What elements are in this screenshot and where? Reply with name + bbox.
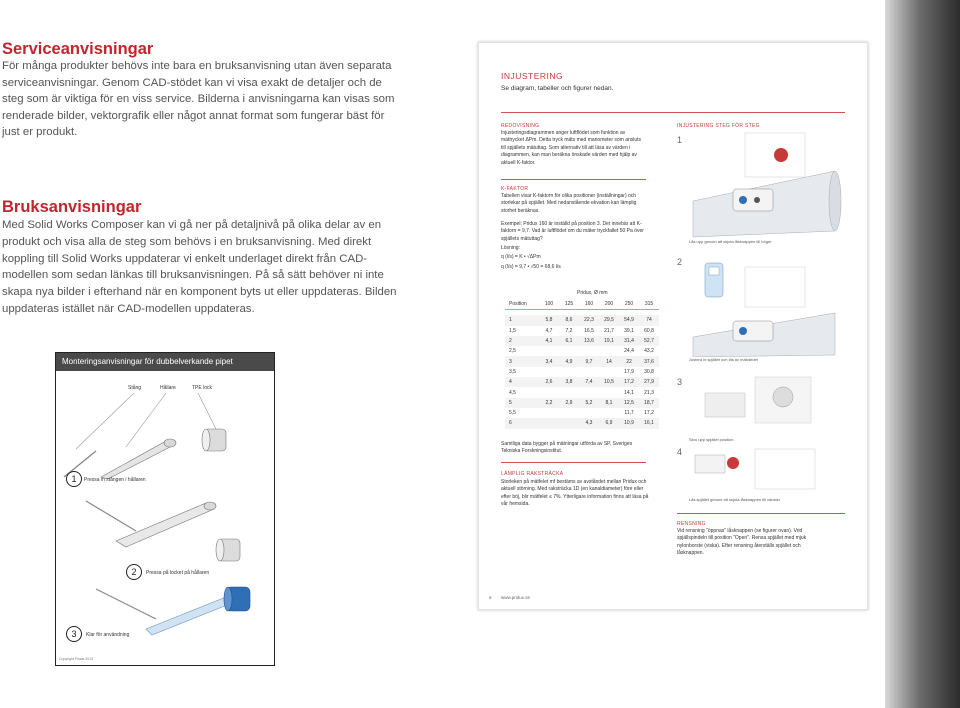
step-2-text: Pressa på locket på hållaren <box>146 570 210 576</box>
footer-url: www.pridux.se <box>501 595 531 600</box>
step-4-caption: Lås spjället genom att skjuta låsknappen till vänster <box>689 497 781 502</box>
doc-subtitle: Se diagram, tabeller och figurer nedan. <box>501 85 614 92</box>
table-note: Samtliga data bygger på mätningar utförda av SP, Sveriges Tekniska Forskningsinstitut. <box>501 441 633 455</box>
step-num-3: 3 <box>677 377 683 387</box>
damper-step-3-illustration <box>685 373 845 437</box>
step-3-text: Klar för användning <box>86 632 130 638</box>
step-2-caption: Justera in spjället och läs av mätvärdet <box>689 357 758 362</box>
step-1-drawing <box>56 481 274 571</box>
lamplig-text: Storleken på mätfelet mf bestäms av avståndet mellan Pridux och aktuell störning. Med raksträcka 1D (en kanaldiameter) före eller efter böj, blir mätfelet ≤ 7%. Ytterligare information finns att läsa på vår hemsida. <box>501 479 649 508</box>
lamplig-title: LÄMPLIG RAKSTRÄCKA <box>501 471 564 477</box>
table-header-top: Pridux, Ø mm <box>577 290 608 296</box>
kfaktor-example: Exempel: Pridux 160 är inställd på position 3. Det innebär att K-faktorn = 9,7. Vad är luftflödet om du mäter tryckfallet 50 Pa över spjällets mätuttag? <box>501 221 644 242</box>
table-row: 2,5 24,4 43,2 <box>509 348 654 355</box>
table-row: 1 5,8 8,6 22,3 29,5 54,9 74 <box>505 315 659 325</box>
col-200: 200 <box>604 301 614 308</box>
formula-1: q (l/s) = K • √ΔPm <box>501 254 541 260</box>
background-dark-band <box>885 0 960 708</box>
rensning-text: Vid rensning "öppnas" låsknappen (se figurer ovan). Vrid spjällspindeln till position "Open". Rensa spjället med mjuk nylonborste (viska). Efter rensning återställs spjället och låsknappen. <box>677 528 807 557</box>
kfaktor-text: Tabellen visar K-faktorn för olika positioner (inställningar) och storlekar på spjället. Med nedanstående ekvation kan lämplig storhet beräknas. <box>501 193 637 214</box>
table-row: 5,5 11,7 17,2 <box>509 410 654 417</box>
col-315: 315 <box>644 301 654 308</box>
step-1-text: Pressa in stången i hållaren <box>84 477 146 483</box>
table-row: 6 4,3 6,9 10,9 16,1 <box>505 418 659 428</box>
col-position: Position <box>509 301 527 308</box>
assembly-figure <box>55 352 275 666</box>
figure-title: Monteringsanvisningar för dubbelverkande pipet <box>56 353 274 371</box>
redovisning-rule <box>501 179 646 180</box>
label-hallare: Hållare <box>160 385 176 391</box>
table-row: 1,5 4,7 7,2 16,5 21,7 39,1 60,8 <box>509 327 654 334</box>
step-1-caption: Lås upp genom att skjuta låsknappen till höger <box>689 239 772 244</box>
document-page <box>478 42 868 610</box>
table-row: 3,5 17,9 30,8 <box>509 368 654 375</box>
doc-rule-top <box>501 112 845 113</box>
label-tpe-lock: TPE lock <box>192 385 213 391</box>
damper-step-4-illustration <box>685 447 845 497</box>
table-row: 4,5 14,1 21,3 <box>509 389 654 396</box>
table-row: 2 4,1 6,1 13,6 19,1 31,4 52,7 <box>505 336 659 346</box>
damper-step-2-illustration <box>685 257 845 357</box>
doc-title: INJUSTERING <box>501 71 564 81</box>
step-2-drawing <box>56 579 274 639</box>
rensning-rule <box>677 513 845 514</box>
table-row: 5 2,2 2,9 5,2 8,1 12,5 18,7 <box>505 398 659 408</box>
step-3-circle: 3 <box>66 626 82 642</box>
bruks-heading: Bruksanvisningar <box>2 198 142 216</box>
table-row: 4 2,6 3,8 7,4 10,5 17,2 27,9 <box>505 377 659 387</box>
figure-copyright: Copyright Flowa 2013 <box>59 657 94 661</box>
step-3-caption: Skru upp spjället position <box>689 437 734 442</box>
step-1-circle: 1 <box>66 471 82 487</box>
formula-2: q (l/s) = 9,7 • √50 = 68,6 l/s <box>501 264 561 270</box>
exploded-parts-drawing <box>56 389 274 479</box>
col-100: 100 <box>544 301 554 308</box>
kfaktor-title: K-FAKTOR <box>501 186 529 192</box>
col-250: 250 <box>624 301 634 308</box>
redovisning-text: Injusteringsdiagrammen anger luftflödet som funktion av mättrycket ΔPm. Detta tryck mäts med manometer som ansluts till spjällets mätuttag. Som alternativ till att läsa av värden i diagrammen, kan man beräkna önskade värden med hjälp av aktuell K-faktor. <box>501 130 642 166</box>
bruks-paragraph: Med Solid Works Composer kan vi gå ner på detaljnivå på olika delar av en produkt och visa alla de steg som behövs i en bruksanvisning. Med direkt koppling till Solid Works uppdaterar vi enkelt underlaget direkt från CAD-modellen som sedan länkas till bruksanvisningen. På så sätt behöver ni inte skapa nya bilder i efterhand när en komponent byts ut eller uppdateras. Bilden uppdateras istället när CAD-modellen uppdateras. <box>2 219 397 315</box>
service-heading: Serviceanvisningar <box>2 40 154 58</box>
service-paragraph: För många produkter behövs inte bara en bruksanvisning utan även separata serviceanvisningar. Genom CAD-stödet kan vi visa exakt de detaljer och de steg som är viktiga för en viss service. Bilderna i anvisningarna kan visas som renderade bilder, vektorgrafik eller något annat format som fungerar bäst för just er produkt. <box>2 60 395 138</box>
step-2-circle: 2 <box>126 564 142 580</box>
col-160: 160 <box>584 301 594 308</box>
damper-step-1-illustration <box>685 131 845 241</box>
step-num-1: 1 <box>677 135 683 145</box>
footer-page-number: 6 <box>489 595 492 600</box>
table-row: 3 3,4 4,9 9,7 14 22 37,6 <box>505 356 659 366</box>
step-num-2: 2 <box>677 257 683 267</box>
step-num-4: 4 <box>677 447 683 457</box>
steg-title: INJUSTERING STEG FÖR STEG <box>677 123 760 129</box>
note-rule <box>501 462 646 463</box>
redovisning-title: REDOVISNING <box>501 123 540 129</box>
kfaktor-losning: Lösning: <box>501 245 520 251</box>
rensning-title: RENSNING <box>677 521 706 527</box>
col-125: 125 <box>564 301 574 308</box>
label-stang: Stång <box>128 385 142 391</box>
kfactor-table <box>505 299 659 429</box>
